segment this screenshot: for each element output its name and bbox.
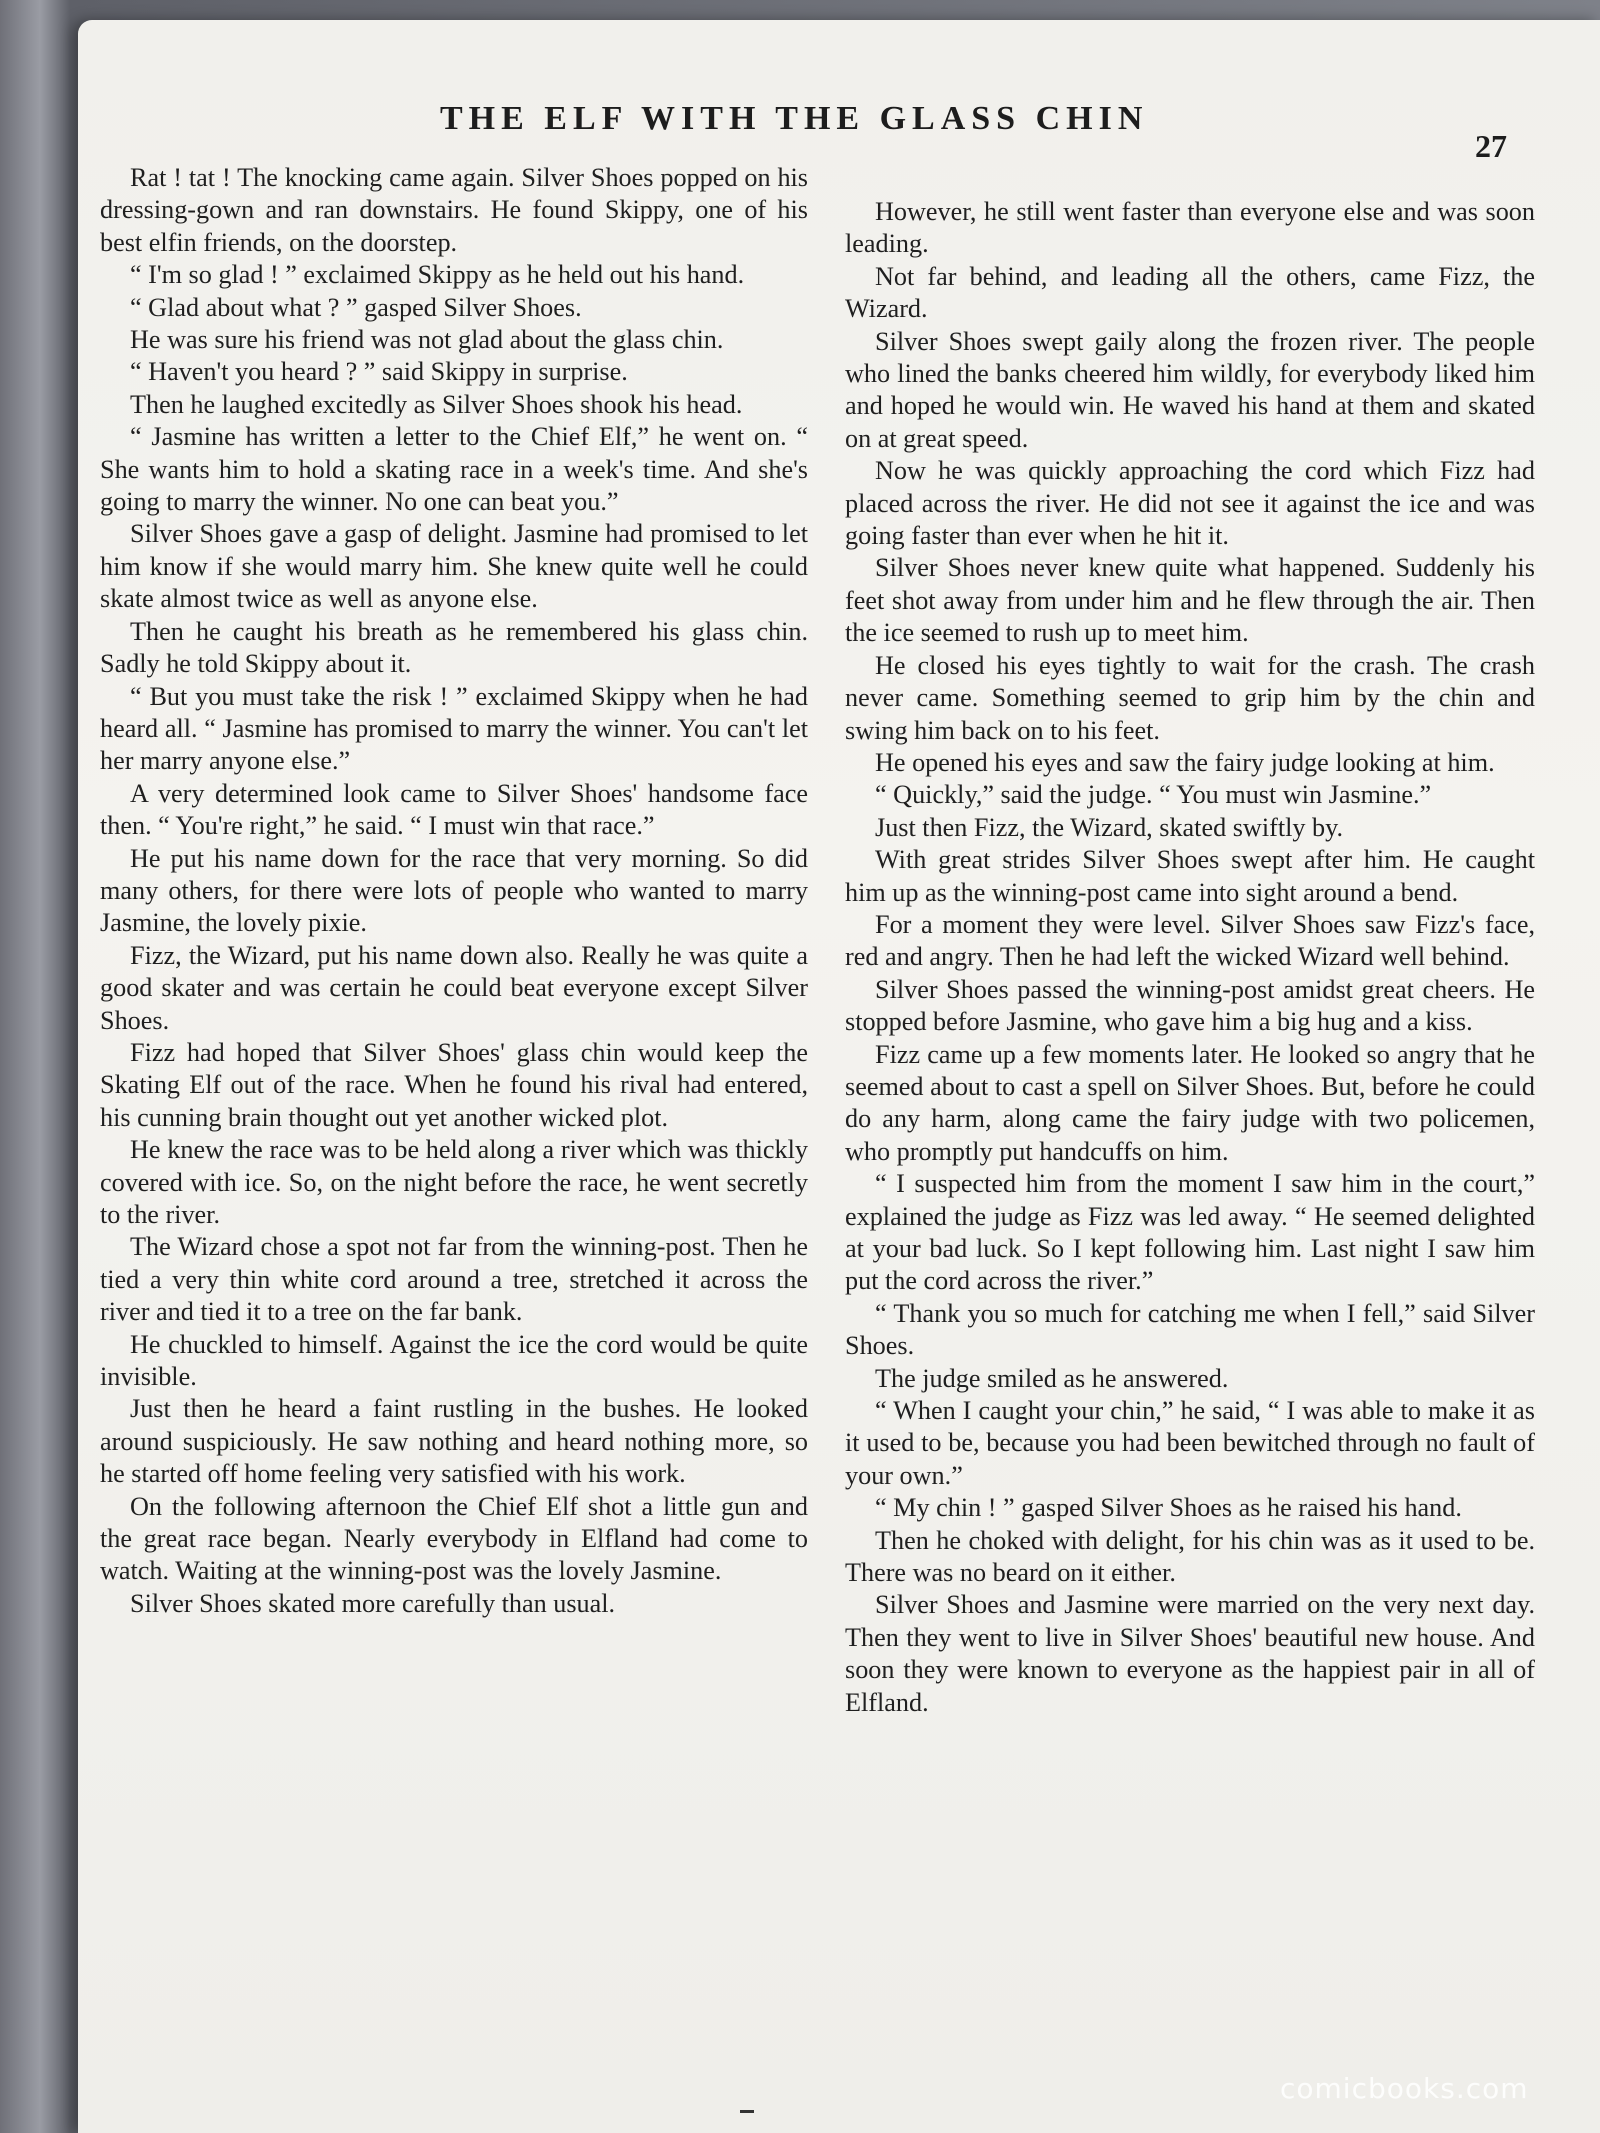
watermark: comicbooks.com (1280, 2072, 1529, 2105)
paragraph: However, he still went faster than everyone else and was soon leading. (845, 197, 1535, 259)
paragraph: He knew the race was to be held along a river which was thickly covered with ice. So, on the night before the race, he went secretly to the river. (100, 1135, 808, 1229)
paragraph: “ Jasmine has written a letter to the Chief Elf,” he went on. “ She wants him to hold a skating race in a week's time. And she's going to marry the winner. No one can beat you.” (100, 422, 808, 517)
paragraph: “ I suspected him from the moment I saw him in the court,” explained the judge as Fizz was led away. “ He seemed delighted at your bad luck. So I kept following him. Last night I saw him put the cord across the river.” (845, 1169, 1535, 1296)
paragraph: Silver Shoes gave a gasp of delight. Jasmine had promised to let him know if she would marry him. She knew quite well he could skate almost twice as well as anyone else. (100, 519, 808, 614)
paragraph: “ My chin ! ” gasped Silver Shoes as he raised his hand. (875, 1493, 1462, 1523)
paragraph: Silver Shoes passed the winning-post amidst great cheers. He stopped before Jasmine, who gave him a big hug and a kiss. (845, 974, 1535, 1037)
paragraph: A very determined look came to Silver Shoes' handsome face then. “ You're right,” he said. “ I must win that race.” (100, 778, 808, 841)
paragraph: “ But you must take the risk ! ” exclaimed Skippy when he had heard all. “ Jasmine has promised to marry the winner. You can't let her marry anyone else.” (100, 681, 808, 776)
paragraph: Fizz, the Wizard, put his name down also. Really he was quite a good skater and was certain he could beat everyone except Silver Shoes. (100, 940, 808, 1035)
paragraph: “ Glad about what ? ” gasped Silver Shoes. (130, 292, 582, 322)
paragraph: Then he laughed excitedly as Silver Shoes shook his head. (130, 389, 743, 419)
paragraph: With great strides Silver Shoes swept after him. He caught him up as the winning-post came into sight around a bend. (845, 845, 1535, 907)
paragraph: Fizz had hoped that Silver Shoes' glass chin would keep the Skating Elf out of the race. When he found his rival had entered, his cunning brain thought out yet another wicked plot. (100, 1037, 808, 1132)
paragraph: On the following afternoon the Chief Elf shot a little gun and the great race began. Nearly everybody in Elfland had come to watch. Waiting at the winning-post was the lovely Jasmine. (100, 1491, 808, 1586)
paragraph: Fizz came up a few moments later. He looked so angry that he seemed about to cast a spell on Silver Shoes. But, before he could do any harm, along came the fairy judge with two policemen, who promptly put handcuffs on him. (845, 1039, 1535, 1166)
paragraph: “ I'm so glad ! ” exclaimed Skippy as he held out his hand. (130, 260, 745, 290)
paragraph: Just then he heard a faint rustling in the bushes. He looked around suspiciously. He saw nothing and heard nothing more, so he started off home feeling very satisfied with his work. (100, 1394, 808, 1489)
paragraph: Silver Shoes swept gaily along the frozen river. The people who lined the banks cheered him wildly, for everybody liked him and hoped he would win. He waved his hand at them and skated on at great speed. (845, 326, 1535, 453)
paragraph: Silver Shoes skated more carefully than usual. (130, 1588, 616, 1618)
paragraph: Just then Fizz, the Wizard, skated swiftly by. (875, 812, 1344, 842)
paragraph: He was sure his friend was not glad about the glass chin. (130, 325, 724, 355)
paragraph: Rat ! tat ! The knocking came again. Silver Shoes popped on his dressing-gown and ran downstairs. He found Skippy, one of his best elfin friends, on the doorstep. (100, 163, 808, 257)
paragraph: Now he was quickly approaching the cord which Fizz had placed across the river. He did not see it against the ice and was going faster than ever when he hit it. (845, 456, 1535, 551)
paragraph: “ Haven't you heard ? ” said Skippy in surprise. (130, 357, 628, 387)
paragraph: “ When I caught your chin,” he said, “ I was able to make it as it used to be, because you had been bewitched through no fault of your own.” (845, 1396, 1535, 1490)
paragraph: Then he caught his breath as he remembered his glass chin. Sadly he told Skippy about it. (100, 616, 808, 679)
paragraph: He opened his eyes and saw the fairy judge looking at him. (875, 747, 1495, 777)
paragraph: He chuckled to himself. Against the ice the cord would be quite invisible. (100, 1329, 808, 1392)
text-column-right (845, 196, 1535, 1719)
paragraph: Then he choked with delight, for his chin was as it used to be. There was no beard on it either. (845, 1525, 1535, 1588)
paragraph: Silver Shoes never knew quite what happened. Suddenly his feet shot away from under him and he flew through the air. Then the ice seemed to rush up to meet him. (845, 553, 1535, 648)
paragraph: Silver Shoes and Jasmine were married on the very next day. Then they went to live in Silver Shoes' beautiful new house. And soon they were known to everyone as the happiest pair in all of Elfland. (845, 1590, 1535, 1717)
paragraph: Not far behind, and leading all the others, came Fizz, the Wizard. (845, 261, 1535, 324)
paragraph: “ Thank you so much for catching me when I fell,” said Silver Shoes. (845, 1298, 1535, 1361)
page-mark (740, 2110, 754, 2113)
paragraph: The judge smiled as he answered. (875, 1363, 1229, 1393)
paragraph: He closed his eyes tightly to wait for the crash. The crash never came. Something seemed to grip him by the chin and swing him back on to his feet. (845, 650, 1535, 745)
page-title: THE ELF WITH THE GLASS CHIN (440, 100, 1149, 137)
paragraph: For a moment they were level. Silver Shoes saw Fizz's face, red and angry. Then he had left the wicked Wizard well behind. (845, 909, 1535, 972)
paragraph: He put his name down for the race that very morning. So did many others, for there were lots of people who wanted to marry Jasmine, the lovely pixie. (100, 843, 808, 938)
paragraph: The Wizard chose a spot not far from the winning-post. Then he tied a very thin white cord around a tree, stretched it across the river and tied it to a tree on the far bank. (100, 1232, 808, 1327)
page-number: 27 (1475, 128, 1507, 164)
text-column-left (100, 162, 808, 1620)
paragraph: “ Quickly,” said the judge. “ You must win Jasmine.” (875, 780, 1432, 810)
